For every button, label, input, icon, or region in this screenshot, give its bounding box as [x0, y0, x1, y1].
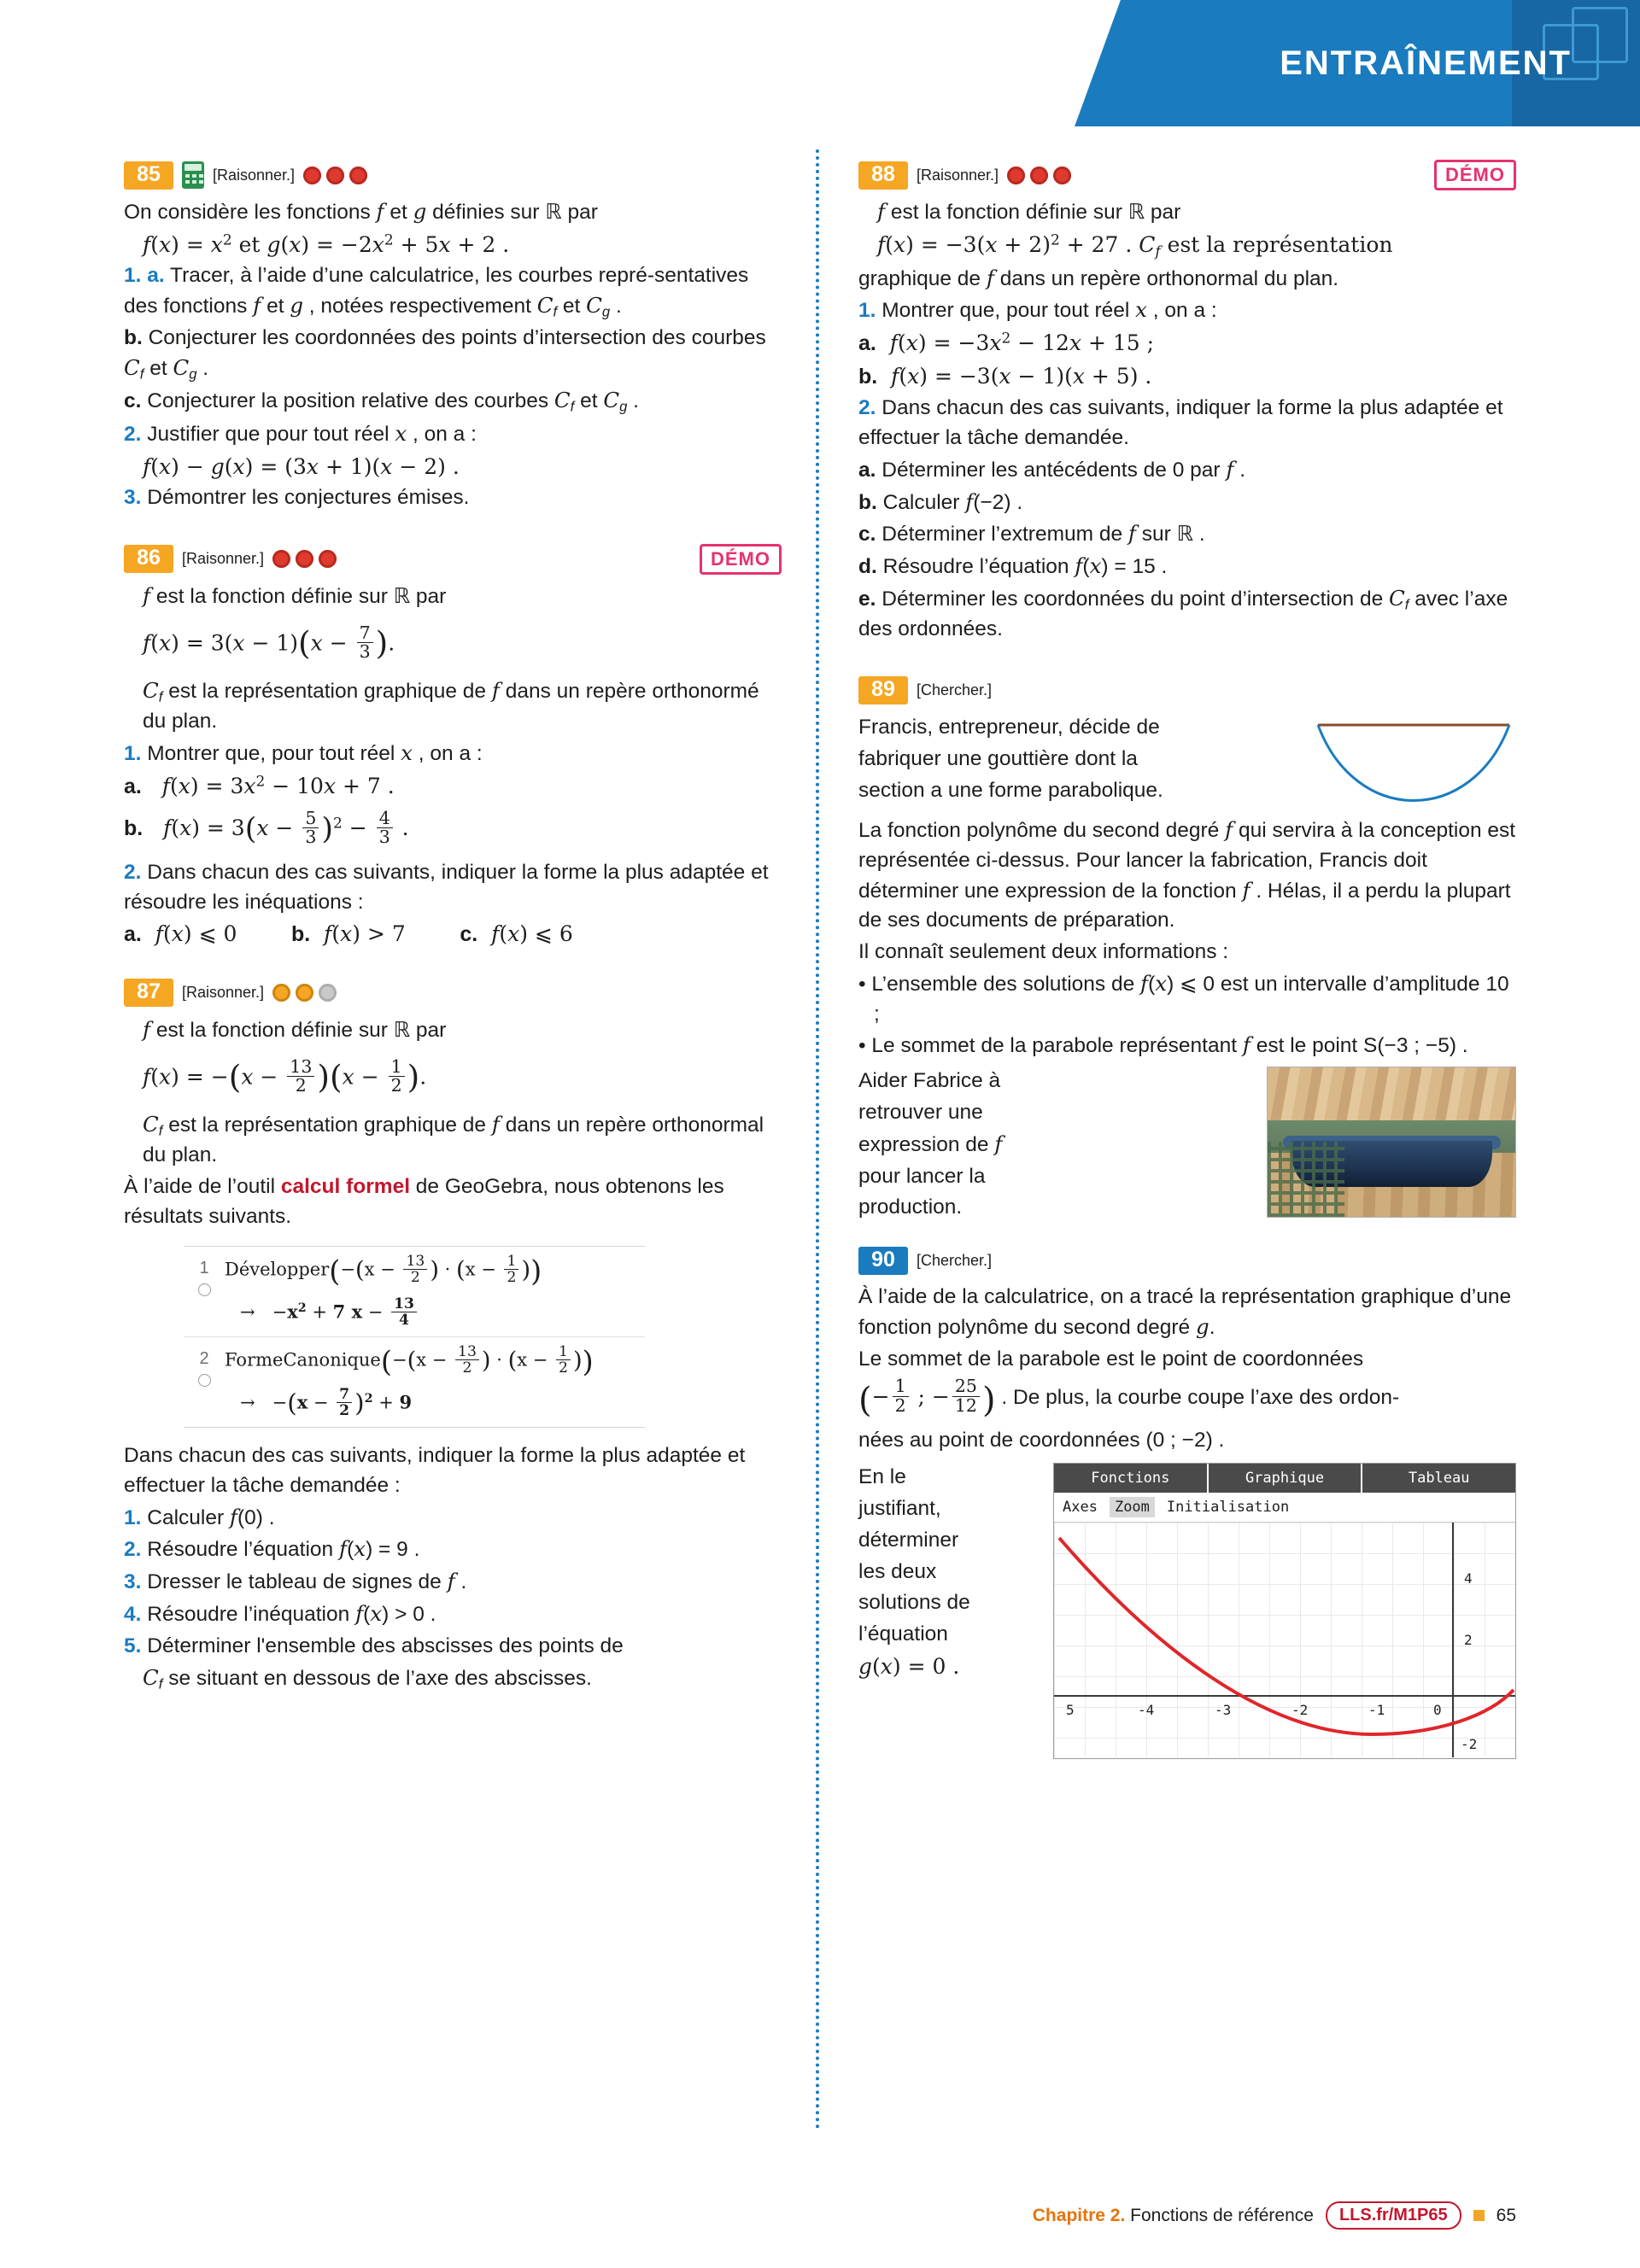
difficulty-dot: [1007, 167, 1025, 184]
tab-tableau[interactable]: Tableau: [1362, 1464, 1515, 1493]
exercise-90-formula: (− $\frac{1}{2}$ ; − $\frac{25}{12}$ ) . De plus, la courbe coupe l’axe des ordon-: [858, 1376, 1400, 1420]
exercise-85-line: On considère les fonctions f et g définies sur ℝ par: [124, 199, 598, 224]
list-item: • L’ensemble des solutions de f(x) ⩽ 0 est un intervalle d’amplitude 10 ;: [858, 970, 1509, 1026]
difficulty-dot: [272, 550, 290, 568]
cas-radio-icon[interactable]: [198, 1283, 211, 1296]
exercise-86-line: $C_f$ est la représentation graphique de f dans un repère orthonormé du plan.: [143, 677, 759, 734]
exercise-85-tag: [Raisonner.]: [213, 166, 296, 184]
menu-initialisation[interactable]: Initialisation: [1166, 1499, 1290, 1517]
exercise-89-line: Aider Fabrice à: [858, 1069, 1001, 1093]
exercise-86-tag: [Raisonner.]: [182, 550, 265, 568]
exercise-88-line: graphique de f dans un repère orthonormal du plan.: [858, 265, 1339, 290]
exercise-85-line: c. Conjecturer la position relative des courbes $C_f$ et $C_g$ .: [124, 388, 639, 416]
exercise-87: [124, 976, 782, 1694]
x-tick-label: -2: [1292, 1702, 1309, 1719]
photo-wood-beams: [1268, 1067, 1515, 1120]
list-item: • Le sommet de la parabole représentant f est le point S(−3 ; −5) .: [858, 1032, 1468, 1058]
exercise-85-line: b. Conjecturer les coordonnées des points d’intersection des courbes $C_f$ et $C_g$ .: [124, 326, 766, 383]
geogebra-cas-panel: [184, 1246, 645, 1428]
exercise-88-difficulty: [1007, 167, 1071, 184]
exercise-85-difficulty: [303, 167, 367, 184]
footer-chapter-label: Chapitre 2.: [1032, 2205, 1126, 2225]
exercise-89-line: Francis, entrepreneur, décide de: [858, 715, 1160, 739]
parabola-curve: [1054, 1523, 1515, 1757]
difficulty-dot: [303, 167, 321, 184]
exercise-89-line: pour lancer la: [858, 1164, 986, 1188]
cas-input: FormeCanonique(−(x − $\frac{13}{2}$ ) · (x − $\frac{1}{2}$ )): [225, 1342, 594, 1378]
exercise-87-difficulty: [272, 984, 337, 1002]
y-tick-label: 4: [1464, 1570, 1473, 1587]
exercise-90-line: l’équation: [858, 1622, 948, 1646]
exercise-85-line: 1. a. Tracer, à l’aide d’une calculatrice, les courbes repré-sentatives des fonctions f et g , notées respectivement $C_f$ et $C_g$ .: [124, 264, 749, 320]
difficulty-dot: [349, 167, 367, 184]
exercise-85-line: 3. Démontrer les conjectures émises.: [124, 486, 470, 510]
difficulty-dot: [272, 984, 290, 1002]
exercise-88-header: [858, 158, 1516, 192]
x-tick-label: -1: [1368, 1702, 1385, 1719]
demo-badge[interactable]: DÉMO: [700, 544, 782, 575]
exercise-89-header: [858, 674, 1516, 708]
page-number: 65: [1496, 2205, 1516, 2225]
exercise-88: [858, 158, 1516, 645]
exercise-89-number: 89: [858, 676, 908, 704]
cas-row: [184, 1337, 645, 1427]
y-tick-label: -2: [1461, 1736, 1478, 1753]
exercise-89-line: retrouver une: [858, 1101, 983, 1125]
exercise-87-line: 4. Résoudre l’inéquation f(x) > 0 .: [124, 1600, 436, 1626]
tab-fonctions[interactable]: Fonctions: [1054, 1464, 1209, 1493]
difficulty-dot: [319, 550, 337, 568]
exercise-88-formula: $f(x) = -3(x + 2)^2 + 27$ . $C_f$ est la représentation: [877, 231, 1393, 260]
calculator-icon: [182, 161, 204, 189]
exercise-86-difficulty: [272, 550, 337, 568]
right-column: [858, 158, 1516, 1774]
exercise-88-formula: a. $f(x) = -3x^2 - 12x + 15$ ;: [858, 330, 1155, 356]
difficulty-dot: [1030, 167, 1048, 184]
exercise-87-line: Dans chacun des cas suivants, indiquer la forme la plus adaptée et effectuer la tâche demandée :: [124, 1444, 746, 1497]
exercise-86: [124, 542, 782, 950]
tab-graphique[interactable]: Graphique: [1209, 1464, 1363, 1493]
parabola-gutter-figure: [1311, 713, 1516, 807]
cas-row-index: 2: [184, 1344, 225, 1387]
cas-input: Développer(−(x − $\frac{13}{2}$ ) · (x − $\frac{1}{2}$ )): [225, 1252, 542, 1288]
calculator-tabs[interactable]: [1054, 1464, 1515, 1493]
exercise-88-line: 1. Montrer que, pour tout réel x , on a :: [858, 297, 1217, 323]
cas-row-body: [225, 1344, 645, 1418]
exercise-90-line: justifiant,: [858, 1496, 941, 1520]
exercise-90-line: solutions de: [858, 1591, 970, 1615]
exercise-85-formula: f(x) − g(x) = (3x + 1)(x − 2) .: [143, 453, 460, 479]
footer-resource-code[interactable]: LLS.fr/M1P65: [1326, 2201, 1461, 2230]
exercise-85: [124, 158, 782, 513]
footer: [0, 2201, 1640, 2236]
difficulty-dot: [326, 167, 344, 184]
difficulty-dot: [296, 984, 313, 1002]
exercise-89-line: La fonction polynôme du second degré f qui servira à la conception est représentée ci-dessus. Pour lancer la fabrication, Francis doit déterminer une expression de la fonction f . Hélas, il a perdu la plupart de ses documents de préparation.: [858, 816, 1516, 932]
exercise-88-line: 2. Dans chacun des cas suivants, indiquer la forme la plus adaptée et effectuer la tâche demandée.: [858, 396, 1503, 449]
exercise-86-header: [124, 542, 782, 576]
cas-row: [184, 1247, 645, 1337]
exercise-89-line: Il connaît seulement deux informations :: [858, 940, 1229, 964]
exercise-87-line: 2. Résoudre l’équation f(x) = 9 .: [124, 1536, 420, 1562]
menu-zoom[interactable]: Zoom: [1110, 1497, 1155, 1517]
difficulty-dot: [1053, 167, 1071, 184]
exercise-90-line: déterminer: [858, 1528, 959, 1552]
exercise-90-header: [858, 1243, 1516, 1277]
difficulty-dot: [319, 984, 337, 1002]
exercise-86-formula: a. f(x) ⩽ 0 b. f(x) > 7 c. f(x) ⩽ 6: [124, 921, 573, 947]
exercise-87-line: $C_f$ se situant en dessous de l’axe des abscisses.: [143, 1664, 592, 1692]
exercise-90-number: 90: [858, 1247, 908, 1275]
exercise-88-number: 88: [858, 161, 908, 190]
exercise-87-line: 1. Calculer f(0) .: [124, 1504, 275, 1529]
cas-output: → −(x − $\frac{7}{2}$ )$^2$ + 9: [240, 1385, 413, 1419]
exercise-90-line: les deux: [858, 1559, 937, 1583]
calculator-screen[interactable]: [1053, 1463, 1516, 1759]
footer-inner: [1033, 2201, 1516, 2230]
exercise-86-line: 1. Montrer que, pour tout réel x , on a :: [124, 739, 483, 765]
exercise-85-number: 85: [124, 161, 173, 190]
exercise-89-line: expression de f: [858, 1131, 1003, 1156]
exercise-86-line: f est la fonction définie sur ℝ par: [143, 582, 447, 608]
x-tick-label: 5: [1066, 1702, 1075, 1719]
column-divider: [816, 149, 819, 2131]
left-column: [124, 158, 782, 1706]
x-tick-label: -3: [1215, 1702, 1232, 1719]
cas-radio-icon[interactable]: [198, 1374, 211, 1387]
exercise-89-tag: [Chercher.]: [917, 681, 993, 699]
exercise-87-line: $C_f$ est la représentation graphique de f dans un repère orthonormal du plan.: [143, 1111, 764, 1167]
exercise-90-formula: g(x) = 0 .: [858, 1653, 960, 1679]
footer-chapter-title: Fonctions de référence: [1130, 2205, 1314, 2225]
exercise-85-line: 2. Justifier que pour tout réel x , on a :: [124, 420, 477, 446]
photo-scaffolding: [1268, 1142, 1344, 1217]
exercise-89-bullets: [858, 969, 1516, 1061]
exercise-87-header: [124, 976, 782, 1010]
demo-badge[interactable]: DÉMO: [1434, 160, 1516, 190]
y-tick-label: 2: [1464, 1632, 1473, 1649]
cas-output: → $-x^2 + 7$ x − $\frac{13}{4}$: [225, 1296, 645, 1328]
exercise-88-formula: b. f(x) = −3(x − 1)(x + 5) .: [858, 363, 1152, 389]
exercise-85-header: [124, 158, 782, 192]
exercise-90-line: À l’aide de la calculatrice, on a tracé la représentation graphique d’une fonction polynôme du second degré g.: [858, 1285, 1512, 1340]
calculator-plot: [1054, 1523, 1515, 1757]
exercise-87-number: 87: [124, 979, 173, 1007]
exercise-88-line: e. Déterminer les coordonnées du point d’intersection de $C_f$ avec l’axe des ordonnées.: [858, 585, 1508, 641]
exercise-87-line: 5. Déterminer l'ensemble des abscisses des points de: [124, 1634, 624, 1657]
exercise-85-formula: $f(x) = x^2$ et $g(x) = -2x^2 + 5x + 2$ .: [143, 231, 510, 257]
exercise-88-line: d. Résoudre l’équation f(x) = 15 .: [858, 553, 1168, 579]
exercise-87-line: À l’aide de l’outil calcul formel de GeoGebra, nous obtenons les résultats suivants.: [124, 1175, 724, 1228]
exercise-89: [858, 674, 1516, 1225]
exercise-89-line: fabriquer une gouttière dont la: [858, 746, 1138, 770]
exercise-90-line: nées au point de coordonnées (0 ; −2) .: [858, 1429, 1225, 1453]
gutter-photo: [1267, 1067, 1516, 1218]
exercise-87-formula: f(x) = −(x − $\frac{13}{2}$ )(x − $\frac{1}{2}$ ).: [143, 1055, 427, 1096]
cas-row-index: 1: [184, 1254, 225, 1296]
exercise-89-line: section a une forme parabolique.: [858, 778, 1163, 802]
exercise-86-formula: f(x) = 3(x − 1)(x − $\frac{7}{3}$ ).: [143, 622, 395, 663]
exercise-90: [858, 1243, 1516, 1762]
exercise-86-formula: b. f(x) = 3(x − $\frac{5}{3}$ )$^2$ − $\frac{4}{3}$ .: [124, 807, 409, 848]
exercise-88-line: c. Déterminer l’extremum de f sur ℝ .: [858, 521, 1205, 547]
menu-axes[interactable]: Axes: [1063, 1499, 1098, 1517]
difficulty-dot: [296, 550, 313, 568]
cas-row-body: [225, 1254, 645, 1328]
page-title: ENTRAÎNEMENT: [1280, 44, 1572, 82]
x-tick-label: -4: [1138, 1702, 1155, 1719]
exercise-87-line: f est la fonction définie sur ℝ par: [143, 1016, 447, 1042]
calculator-menu[interactable]: [1054, 1493, 1515, 1523]
exercise-90-line: En le: [858, 1465, 906, 1489]
exercise-89-line: production.: [858, 1195, 963, 1219]
exercise-88-line: b. Calculer f(−2) .: [858, 488, 1023, 514]
exercise-86-formula: a. $f(x) = 3x^2 - 10x + 7$ .: [124, 773, 395, 798]
exercise-86-line: 2. Dans chacun des cas suivants, indiquer la forme la plus adaptée et résoudre les inéquations :: [124, 860, 769, 914]
exercise-87-tag: [Raisonner.]: [182, 984, 265, 1002]
exercise-90-line: Le sommet de la parabole est le point de coordonnées: [858, 1347, 1364, 1371]
exercise-86-number: 86: [124, 545, 173, 573]
exercise-87-line: 3. Dresser le tableau de signes de f .: [124, 1569, 467, 1594]
exercise-88-tag: [Raisonner.]: [917, 166, 999, 184]
exercise-90-tag: [Chercher.]: [917, 1251, 993, 1269]
exercise-88-line: a. Déterminer les antécédents de 0 par f .: [858, 456, 1246, 482]
footer-square-marker: [1473, 2210, 1485, 2221]
x-tick-label: 0: [1433, 1702, 1442, 1719]
exercise-88-line: f est la fonction définie sur ℝ par: [877, 199, 1181, 224]
